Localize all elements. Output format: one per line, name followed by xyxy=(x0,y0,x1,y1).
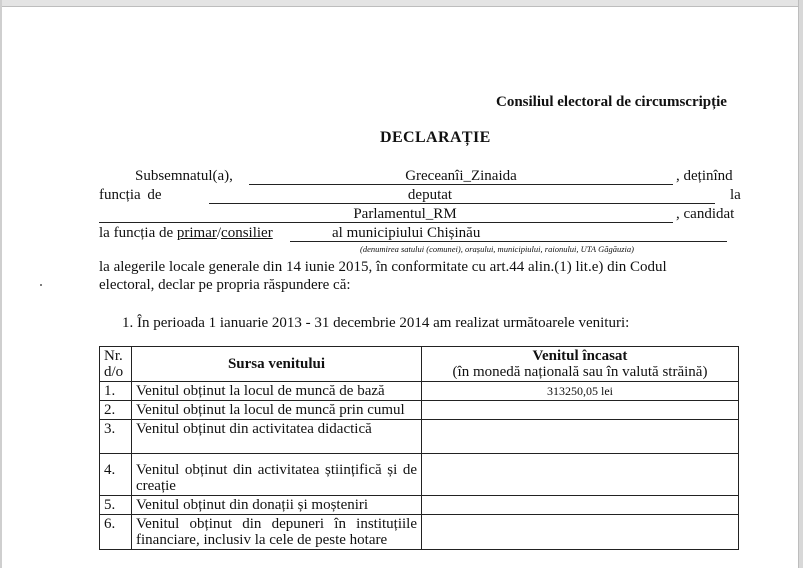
header-income xyxy=(422,347,739,382)
table-row xyxy=(100,454,739,496)
header-income-sub: (în monedă națională sau în valută străină) xyxy=(452,364,708,380)
scrollbar-edge[interactable] xyxy=(798,0,803,568)
section-1-heading: 1. În perioada 1 ianuarie 2013 - 31 decembrie 2014 am realizat următoarele venituri: xyxy=(122,315,630,331)
row-value xyxy=(422,496,739,515)
row-value xyxy=(422,515,739,550)
institution-field: Parlamentul_RM xyxy=(353,206,457,222)
row-nr: 5. xyxy=(100,496,132,515)
header-income-title: Venitul încasat xyxy=(532,348,628,364)
function-field: deputat xyxy=(407,187,453,203)
row-value: 313250,05 lei xyxy=(422,382,739,401)
elections-text: la alegerile locale generale din 14 iunie 2015, în conformitate cu art.44 alin.(1) lit.e) din Codul xyxy=(99,259,667,275)
council-header: Consiliul electoral de circumscripție xyxy=(496,94,727,110)
row-source: Venitul obținut din activitatea didactică xyxy=(132,420,422,454)
table-header-row xyxy=(100,347,739,382)
header-source: Sursa venitului xyxy=(132,347,422,382)
row-nr: 6. xyxy=(100,515,132,550)
name-field: Greceanîi_Zinaida xyxy=(405,168,517,184)
window-left-border xyxy=(0,0,2,568)
row-source: Venitul obținut din depuneri în instituțiile financiare, inclusiv la cele de peste hotare xyxy=(132,515,422,550)
detinind-label: , deținînd xyxy=(676,168,733,184)
row-source: Venitul obținut din donații și moșteniri xyxy=(132,496,422,515)
income-table xyxy=(99,346,739,550)
window-top-border xyxy=(0,0,803,7)
locality-field: al municipiului Chișinău xyxy=(332,225,481,241)
functia-label: funcția de xyxy=(99,187,162,203)
subsemnatul-label: Subsemnatul(a), xyxy=(135,168,233,184)
row-value xyxy=(422,454,739,496)
row-nr: 2. xyxy=(100,401,132,420)
row-nr: 3. xyxy=(100,420,132,454)
row-value xyxy=(422,401,739,420)
row-value xyxy=(422,420,739,454)
table-row xyxy=(100,420,739,454)
table-row xyxy=(100,382,739,401)
la-label: la xyxy=(730,187,741,203)
row-source: Venitul obținut din activitatea științifică și de creație xyxy=(132,454,422,496)
table-row xyxy=(100,496,739,515)
row-nr: 1. xyxy=(100,382,132,401)
document-title: DECLARAȚIE xyxy=(380,129,491,146)
header-nr: Nr. d/o xyxy=(100,347,132,382)
candidat-label: , candidat xyxy=(676,206,735,222)
candidacy-label: la funcția de primar/consilier xyxy=(99,225,273,241)
row-source: Venitul obținut la locul de muncă de bază xyxy=(132,382,422,401)
row-source: Venitul obținut la locul de muncă prin cumul xyxy=(132,401,422,420)
table-row xyxy=(100,515,739,550)
declaration-text: electoral, declar pe propria răspundere că: xyxy=(99,277,351,293)
row-nr: 4. xyxy=(100,454,132,496)
scan-speck xyxy=(40,284,42,286)
table-row xyxy=(100,401,739,420)
locality-note: (denumirea satului (comunei), orașului, municipiului, raionului, UTA Găgăuzia) xyxy=(360,244,634,254)
